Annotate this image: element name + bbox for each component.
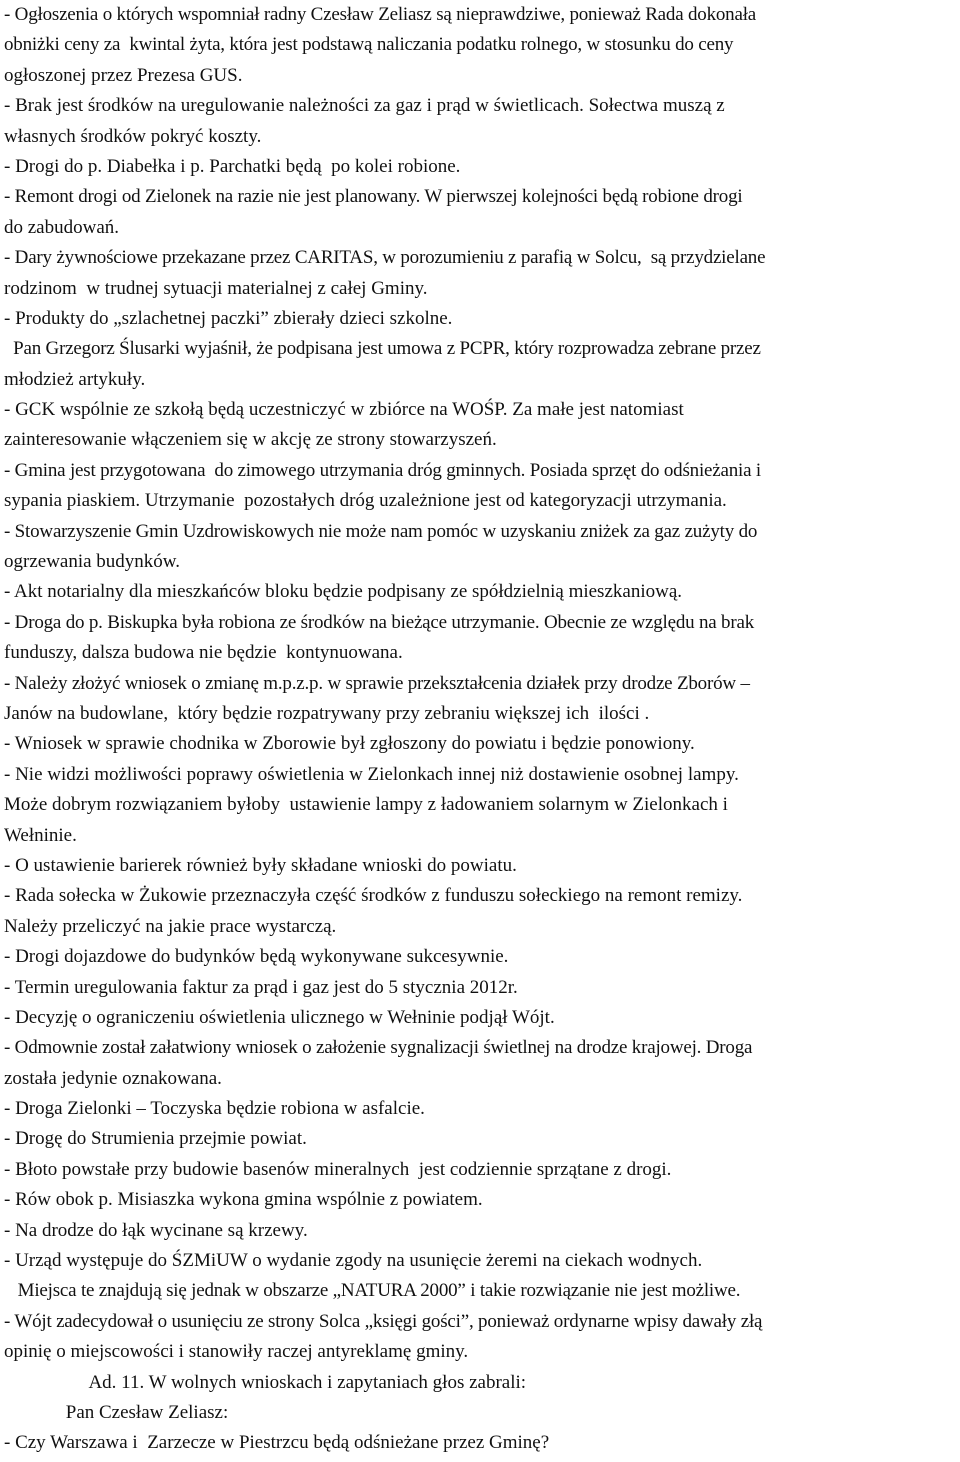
text-line: Pan Grzegorz Ślusarki wyjaśnił, że podpisana jest umowa z PCPR, który rozprowadza zebrane przez (4, 338, 761, 360)
text-line: - Termin uregulowania faktur za prąd i gaz jest do 5 stycznia 2012r. (4, 976, 518, 998)
text-line: Wełninie. (4, 824, 77, 846)
text-line: - Brak jest środków na uregulowanie należności za gaz i prąd w świetlicach. Sołectwa muszą z (4, 95, 725, 117)
text-line: ogrzewania budynków. (4, 551, 181, 573)
text-line: - Czy Warszawa i Zarzecze w Piestrzcu będą odśnieżane przez Gminę? (4, 1432, 550, 1454)
text-line: - Wniosek w sprawie chodnika w Zborowie był zgłoszony do powiatu i będzie ponowiony. (4, 733, 695, 755)
document-body (4, 0, 954, 1459)
text-line: Miejsca te znajdują się jednak w obszarze „NATURA 2000” i takie rozwiązanie nie jest możliwe. (4, 1280, 741, 1302)
text-line: rodzinom w trudnej sytuacji materialnej z całej Gminy. (4, 277, 428, 299)
text-line: - Wójt zadecydował o usunięciu ze strony Solca „księgi gości”, ponieważ ordynarne wpisy dawały złą (4, 1310, 763, 1332)
text-line: funduszy, dalsza budowa nie będzie kontynuowana. (4, 642, 403, 664)
text-line: własnych środków pokryć koszty. (4, 125, 262, 147)
section-heading: Ad. 11. W wolnych wnioskach i zapytaniach głos zabrali: (4, 1371, 527, 1393)
text-line: - Decyzję o ograniczeniu oświetlenia ulicznego w Wełninie podjął Wójt. (4, 1006, 555, 1028)
text-line: Janów na budowlane, który będzie rozpatrywany przy zebraniu większej ich ilości . (4, 702, 650, 724)
text-line: młodzież artykuły. (4, 368, 146, 390)
text-line: - Rów obok p. Misiaszka wykona gmina wspólnie z powiatem. (4, 1189, 483, 1211)
text-line: - Urząd występuje do ŚZMiUW o wydanie zgody na usunięcie żeremi na ciekach wodnych. (4, 1250, 703, 1272)
text-line: Może dobrym rozwiązaniem byłoby ustawienie lampy z ładowaniem solarnym w Zielonkach i (4, 794, 728, 816)
text-line: - Odmownie został załatwiony wniosek o założenie sygnalizacji świetlnej na drodze krajowej. Droga (4, 1037, 753, 1059)
text-line: - Produkty do „szlachetnej paczki” zbierały dzieci szkolne. (4, 307, 453, 329)
text-line: - Na drodze do łąk wycinane są krzewy. (4, 1219, 308, 1241)
text-line: - Drogę do Strumienia przejmie powiat. (4, 1128, 307, 1150)
text-line: - Akt notarialny dla mieszkańców bloku będzie podpisany ze spółdzielnią mieszkaniową. (4, 581, 682, 603)
text-line: - Droga Zielonki – Toczyska będzie robiona w asfalcie. (4, 1098, 425, 1120)
text-line: - Gmina jest przygotowana do zimowego utrzymania dróg gminnych. Posiada sprzęt do odśnieżania i (4, 459, 761, 481)
text-line: - Drogi dojazdowe do budynków będą wykonywane sukcesywnie. (4, 946, 509, 968)
text-line: - Droga do p. Biskupka była robiona ze środków na bieżące utrzymanie. Obecnie ze względu na brak (4, 611, 755, 633)
text-line: - Remont drogi od Zielonek na razie nie jest planowany. W pierwszej kolejności będą robione drogi (4, 186, 743, 208)
text-line: - Ogłoszenia o których wspomniał radny Czesław Zeliasz są nieprawdziwe, ponieważ Rada dokonała (4, 4, 757, 25)
text-line: Należy przeliczyć na jakie prace wystarczą. (4, 915, 337, 937)
text-line: zainteresowanie włączeniem się w akcję ze strony stowarzyszeń. (4, 429, 497, 451)
text-line: - Należy złożyć wniosek o zmianę m.p.z.p. w sprawie przekształcenia działek przy drodze Zborów – (4, 672, 750, 694)
text-line: - Błoto powstałe przy budowie basenów mineralnych jest codziennie sprzątane z drogi. (4, 1158, 672, 1180)
text-line: obniżki ceny za kwintal żyta, która jest podstawą naliczania podatku rolnego, w stosunku do ceny (4, 34, 734, 56)
text-line: - Stowarzyszenie Gmin Uzdrowiskowych nie może nam pomóc w uzyskaniu zniżek za gaz zużyty do (4, 520, 758, 542)
speaker-name: Pan Czesław Zeliasz: (4, 1401, 229, 1423)
text-line: - O ustawienie barierek również były składane wnioski do powiatu. (4, 854, 517, 876)
text-line: - GCK wspólnie ze szkołą będą uczestniczyć w zbiórce na WOŚP. Za małe jest natomiast (4, 399, 684, 421)
text-line: została jedynie oznakowana. (4, 1067, 222, 1089)
text-line: do zabudowań. (4, 216, 120, 238)
text-line: - Rada sołecka w Żukowie przeznaczyła część środków z funduszu sołeckiego na remont remizy. (4, 885, 743, 907)
text-line: - Nie widzi możliwości poprawy oświetlenia w Zielonkach innej niż dostawienie osobnej lampy. (4, 763, 739, 785)
text-line: opinię o miejscowości i stanowiły raczej antyreklamę gminy. (4, 1341, 469, 1363)
text-line: ogłoszonej przez Prezesa GUS. (4, 64, 243, 86)
text-line: - Dary żywnościowe przekazane przez CARITAS, w porozumieniu z parafią w Solcu, są przydzielane (4, 247, 766, 269)
text-line: sypania piaskiem. Utrzymanie pozostałych dróg uzależnione jest od kategoryzacji utrzymania. (4, 490, 727, 512)
text-line: - Drogi do p. Diabełka i p. Parchatki będą po kolei robione. (4, 155, 461, 177)
